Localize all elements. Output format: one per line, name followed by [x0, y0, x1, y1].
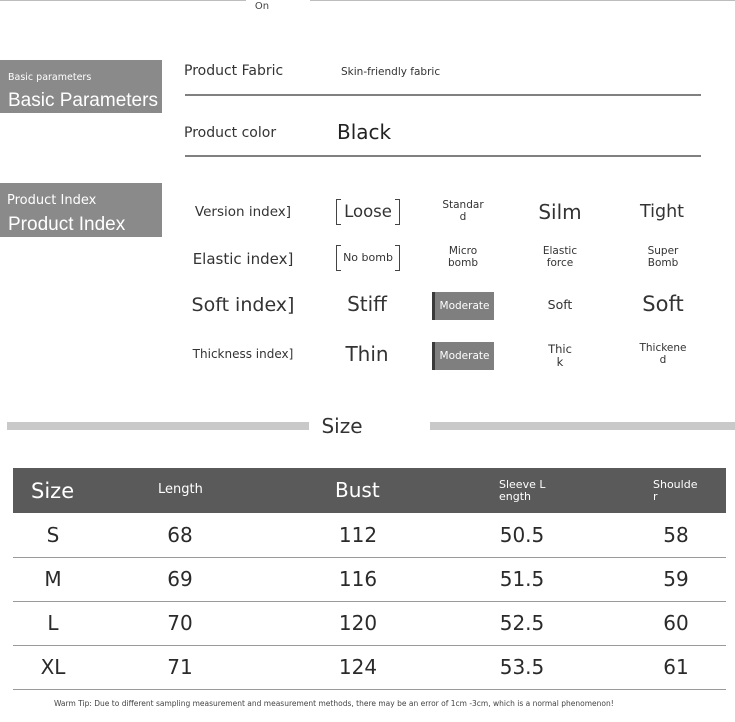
thickness-option-moderate: Moderate [432, 342, 494, 370]
table-row [13, 645, 726, 690]
version-option-standard: Standar d [442, 199, 484, 223]
cell-size: L [47, 611, 59, 635]
cell-length: 71 [167, 655, 193, 679]
elastic-option-no-bomb [336, 245, 400, 271]
version-option-loose-text: Loose [344, 202, 392, 221]
elastic-option-micro-bomb: Micro bomb [448, 245, 478, 269]
thickness-option-thick: Thic k [548, 342, 572, 369]
cell-shoulder: 60 [663, 611, 689, 635]
size-title: Size [321, 414, 363, 438]
product-index-tag-big: Product Index [8, 214, 126, 235]
header-sleeve-length: Sleeve L ength [499, 478, 546, 503]
elastic-option-no-bomb-text: No bomb [343, 251, 393, 264]
cell-sleeve-length: 51.5 [499, 567, 545, 591]
color-rule [185, 155, 701, 157]
cell-size: M [44, 567, 62, 591]
basic-parameters-tag-small: Basic parameters [8, 72, 92, 83]
cell-bust: 112 [338, 523, 378, 547]
version-option-tight: Tight [639, 202, 685, 222]
header-size: Size [31, 479, 75, 503]
soft-index-label: Soft index] [191, 294, 295, 316]
elastic-option-super-bomb: Super Bomb [647, 245, 679, 269]
cell-size: XL [40, 655, 66, 679]
thickness-option-thin: Thin [345, 342, 389, 366]
cell-shoulder: 58 [663, 523, 689, 547]
header-bust: Bust [335, 478, 380, 502]
cell-bust: 116 [338, 567, 378, 591]
elastic-option-elastic-force: Elastic force [542, 245, 578, 269]
header-length: Length [158, 482, 203, 497]
fabric-rule [185, 94, 701, 96]
version-index-label: Version index] [194, 204, 292, 220]
color-value: Black [337, 120, 392, 144]
cell-size: S [46, 523, 60, 547]
basic-parameters-tag-big: Basic Parameters [8, 90, 158, 111]
product-index-tag-small: Product Index [7, 193, 97, 208]
cell-sleeve-length: 50.5 [499, 523, 545, 547]
cell-bust: 124 [338, 655, 378, 679]
table-row [13, 601, 726, 646]
size-table-header [13, 468, 726, 513]
color-label: Product color [184, 125, 277, 141]
cell-length: 69 [167, 567, 193, 591]
header-shoulder: Shoulde r [653, 478, 698, 503]
soft-option-soft-2: Soft [642, 292, 684, 316]
cell-shoulder: 61 [663, 655, 689, 679]
version-option-silm: Silm [538, 200, 582, 224]
cell-sleeve-length: 53.5 [499, 655, 545, 679]
soft-option-soft: Soft [547, 297, 573, 312]
soft-option-stiff: Stiff [347, 292, 387, 316]
top-divider-right [310, 0, 735, 1]
fabric-value: Skin-friendly fabric [341, 66, 441, 78]
table-row [13, 557, 726, 602]
product-index-tag [0, 183, 162, 237]
fabric-label: Product Fabric [184, 63, 284, 79]
cell-bust: 120 [338, 611, 378, 635]
elastic-index-label: Elastic index] [192, 250, 294, 268]
thickness-index-label: Thickness index] [192, 347, 294, 361]
warm-tip: Warm Tip: Due to different sampling measurement and measurement methods, there may be an error of 1cm -3cm, which is a normal phenomenon! [54, 699, 614, 708]
soft-option-moderate: Moderate [432, 292, 494, 320]
top-label: On [254, 1, 270, 12]
thickness-option-thickened: Thickene d [639, 342, 687, 366]
cell-sleeve-length: 52.5 [499, 611, 545, 635]
basic-parameters-tag [0, 60, 162, 113]
size-bar-right [430, 422, 735, 430]
cell-length: 70 [167, 611, 193, 635]
table-row [13, 513, 726, 558]
top-divider-left [0, 0, 246, 1]
cell-length: 68 [167, 523, 193, 547]
size-bar-left [7, 422, 309, 430]
cell-shoulder: 59 [663, 567, 689, 591]
version-option-loose [336, 199, 400, 225]
